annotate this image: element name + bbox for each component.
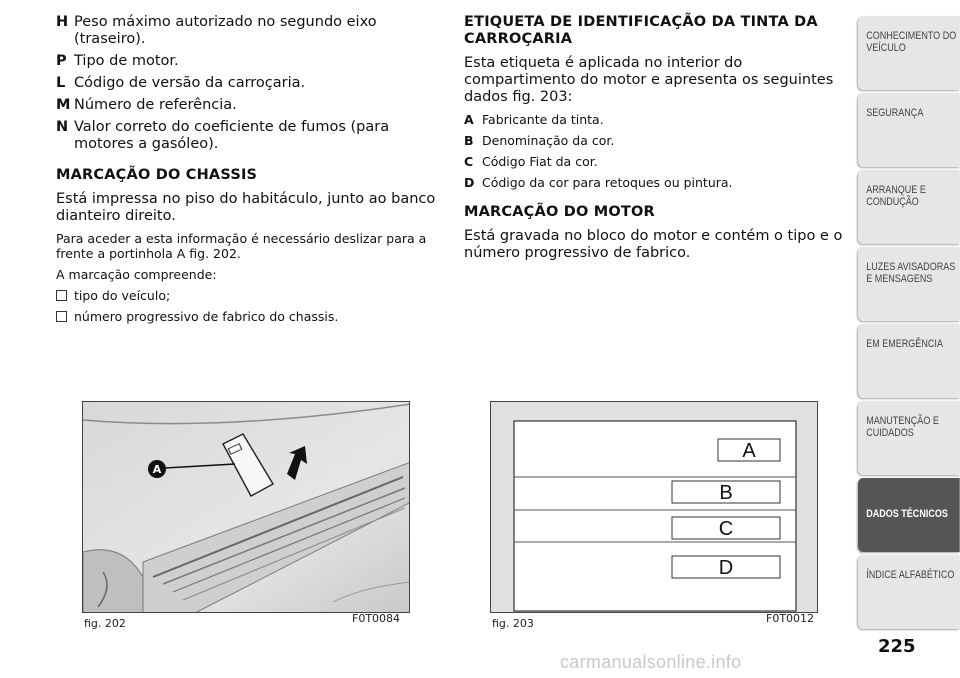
tab-manutencao[interactable]: MANUTENÇÃO E CUIDADOS	[858, 401, 960, 475]
list-item	[56, 14, 438, 48]
item-letter: N	[56, 119, 69, 135]
watermark: carmanualsonline.info	[560, 652, 742, 672]
figure-code: F0T0084	[352, 612, 401, 625]
label-d: D	[718, 557, 734, 579]
tab-seguranca[interactable]: SEGURANÇA	[858, 93, 960, 167]
list-item	[464, 154, 844, 169]
tab-conhecimento[interactable]: CONHECIMENTO DO VEÍCULO	[858, 16, 960, 90]
item-text: Código de versão da carroçaria.	[74, 75, 306, 91]
bullet-text: tipo do veículo;	[74, 288, 171, 303]
figure-code: F0T0012	[766, 612, 815, 625]
item-text: Fabricante da tinta.	[482, 112, 604, 127]
item-text: Código Fiat da cor.	[482, 154, 598, 169]
item-letter: M	[56, 97, 71, 113]
checkbox-bullet-icon	[56, 311, 67, 322]
paint-label-illustration	[491, 402, 818, 613]
list-item	[56, 97, 438, 114]
tab-emergencia[interactable]: EM EMERGÊNCIA	[858, 324, 960, 398]
figure-202	[82, 401, 410, 613]
item-letter: P	[56, 53, 67, 69]
item-letter: C	[464, 154, 474, 169]
chassis-heading: MARCAÇÃO DO CHASSIS	[56, 167, 258, 183]
item-text: Número de referência.	[74, 97, 237, 113]
checkbox-bullet-icon	[56, 290, 67, 301]
list-item	[56, 75, 438, 92]
item-text: Tipo de motor.	[74, 53, 179, 69]
tab-luzes[interactable]: LUZES AVISADORAS E MENSAGENS	[858, 247, 960, 321]
item-text: Valor correto do coeficiente de fumos (para motores a gasóleo).	[74, 119, 390, 152]
label-c: C	[718, 518, 734, 540]
item-text: Denominação da cor.	[482, 133, 615, 148]
list-item	[464, 175, 844, 190]
item-letter: A	[464, 112, 474, 127]
list-item	[464, 112, 844, 127]
tab-dados-tecnicos[interactable]: DADOS TÉCNICOS	[858, 478, 960, 552]
chapter-tabs	[858, 16, 960, 632]
item-text: Código da cor para retoques ou pintura.	[482, 175, 733, 190]
item-letter: H	[56, 14, 69, 30]
door-sill-illustration	[83, 402, 410, 613]
figure-caption: fig. 203	[492, 617, 534, 630]
engine-heading: MARCAÇÃO DO MOTOR	[464, 204, 655, 220]
tab-indice[interactable]: ÍNDICE ALFABÉTICO	[858, 555, 960, 629]
paint-heading: ETIQUETA DE IDENTIFICAÇÃO DA TINTA DA CARROÇARIA	[464, 14, 818, 47]
bullet-item	[56, 288, 438, 303]
bullet-item	[56, 309, 438, 324]
item-letter: D	[464, 175, 475, 190]
figure-caption: fig. 202	[84, 617, 126, 630]
chassis-paragraph: Está impressa no piso do habitáculo, junto ao banco dianteiro direito.	[56, 191, 436, 224]
figure-203	[490, 401, 818, 613]
engine-paragraph: Está gravada no bloco do motor e contém o tipo e o número progressivo de fabrico.	[464, 228, 843, 261]
label-a: A	[742, 440, 756, 462]
item-text: Peso máximo autorizado no segundo eixo (traseiro).	[74, 14, 377, 47]
list-item	[56, 119, 438, 153]
bullet-text: número progressivo de fabrico do chassis.	[74, 309, 339, 324]
item-letter: L	[56, 75, 66, 91]
paint-paragraph: Esta etiqueta é aplicada no interior do compartimento do motor e apresenta os seguintes dados fig. 203:	[464, 55, 834, 105]
list-item	[56, 53, 438, 70]
chassis-access-paragraph: Para aceder a esta informação é necessário deslizar para a frente a portinhola A fig. 202.	[56, 231, 427, 261]
marker-a: A	[152, 463, 162, 476]
tab-arranque[interactable]: ARRANQUE E CONDUÇÃO	[858, 170, 960, 244]
page-number: 225	[878, 636, 916, 657]
list-item	[464, 133, 844, 148]
label-b: B	[719, 482, 733, 504]
right-column	[464, 14, 844, 268]
left-column	[56, 14, 438, 330]
item-letter: B	[464, 133, 474, 148]
chassis-contents-paragraph: A marcação compreende:	[56, 267, 217, 282]
